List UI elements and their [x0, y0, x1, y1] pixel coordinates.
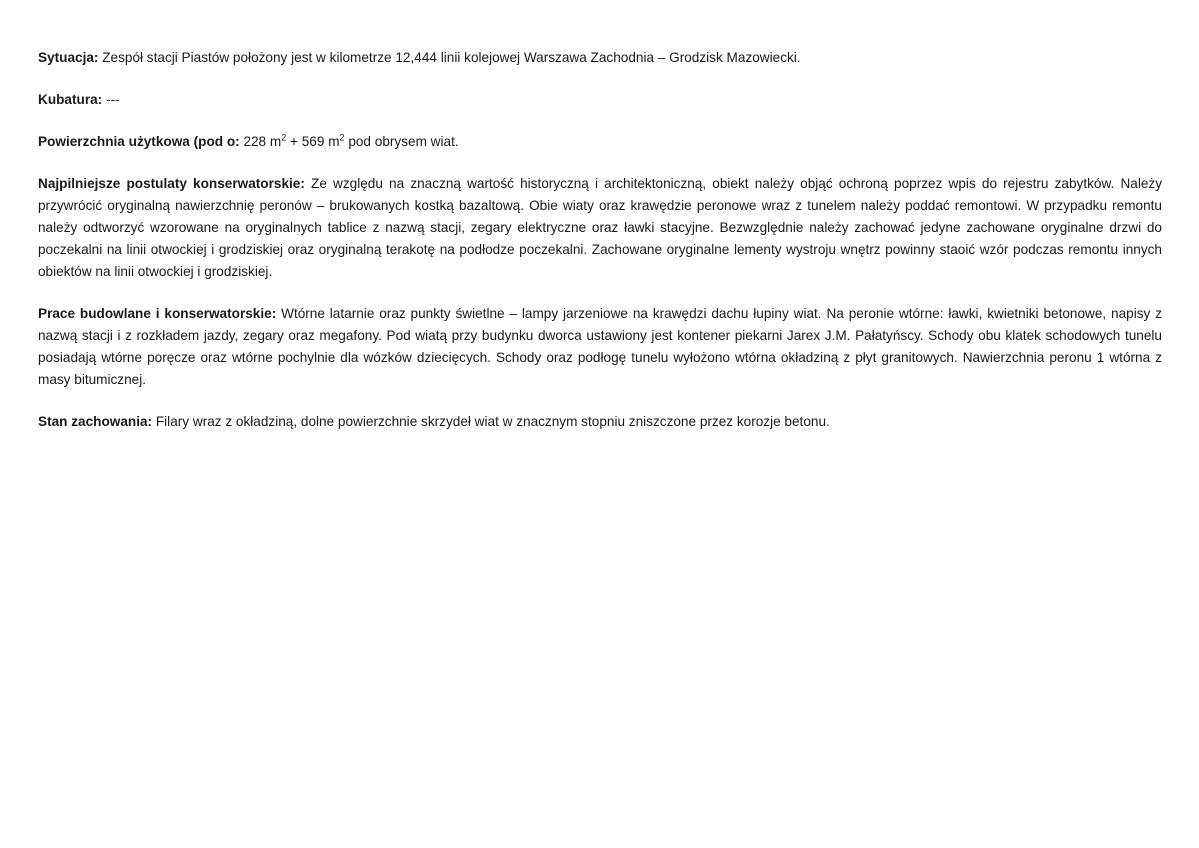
sytuacja-label: Sytuacja: — [38, 50, 99, 65]
prace-label: Prace budowlane i konserwatorskie: — [38, 306, 277, 321]
powierzchnia-value2: + 569 m — [290, 134, 340, 149]
powierzchnia-paragraph — [38, 131, 1162, 153]
postulaty-text: Ze względu na znaczną wartość historyczną i architektoniczną, obiekt należy objąć ochroną poprzez wpis do rejestru zabytków. Należy przywrócić oryginalną nawierzchnię peronów – brukowanych kostką bazaltową. Obie wiaty oraz krawędzie peronowe wraz z tunelem należy poddać remontowi. W przypadku remontu należy odtworzyć wzorowane na oryginalnych tablice z nazwą stacji, zegary elektryczne oraz ławki stacyjne. Bezwzględnie należy zachować jedyne zachowane oryginalne drzwi do poczekalni na linii otwockiej i grodziskiej oraz oryginalną terakotę na podłodze poczekalni. Zachowane oryginalne lementy wystroju wnętrz powinny staoić wzór podczas remontu innych obiektów na linii otwockiej i grodziskiej. — [38, 176, 1163, 279]
powierzchnia-value1: 228 m — [243, 134, 282, 149]
stan-paragraph — [38, 411, 1162, 433]
document-page — [38, 47, 1162, 453]
stan-text: Filary wraz z okładziną, dolne powierzchnie skrzydeł wiat w znacznym stopniu zniszczone przez korozje betonu. — [155, 414, 830, 429]
stan-label: Stan zachowania: — [38, 414, 153, 429]
powierzchnia-label: Powierzchnia użytkowa (pod o: — [38, 134, 240, 149]
prace-text: Wtórne latarnie oraz punkty świetlne – lampy jarzeniowe na krawędzi dachu łupiny wiat. Na peronie wtórne: ławki, kwietniki betonowe, napisy z nazwą stacji i z rozkładem jazdy, zegary oraz megafony. Pod wiatą przy budynku dworca ustawiony jest kontener piekarni Jarex J.M. Pałatyńscy. Schody obu klatek schodowych tunelu posiadają wtórne poręcze oraz wtórne pochylnie dla wózków dziecięcych. Schody oraz podłogę tunelu wyłożono wtórna okładziną z płyt granitowych. Nawierzchnia peronu 1 wtórna z masy bitumicznej. — [38, 306, 1163, 387]
postulaty-paragraph — [38, 173, 1162, 283]
powierzchnia-sup1: 2 — [281, 132, 287, 143]
prace-paragraph — [38, 303, 1162, 391]
powierzchnia-suffix: pod obrysem wiat. — [348, 134, 459, 149]
kubatura-text: --- — [105, 92, 120, 107]
kubatura-paragraph — [38, 89, 1162, 111]
postulaty-label: Najpilniejsze postulaty konserwatorskie: — [38, 176, 305, 191]
kubatura-label: Kubatura: — [38, 92, 103, 107]
powierzchnia-sup2: 2 — [339, 132, 345, 143]
sytuacja-paragraph — [38, 47, 1162, 69]
sytuacja-text: Zespół stacji Piastów położony jest w kilometrze 12,444 linii kolejowej Warszawa Zachodnia – Grodzisk Mazowiecki. — [102, 50, 801, 65]
